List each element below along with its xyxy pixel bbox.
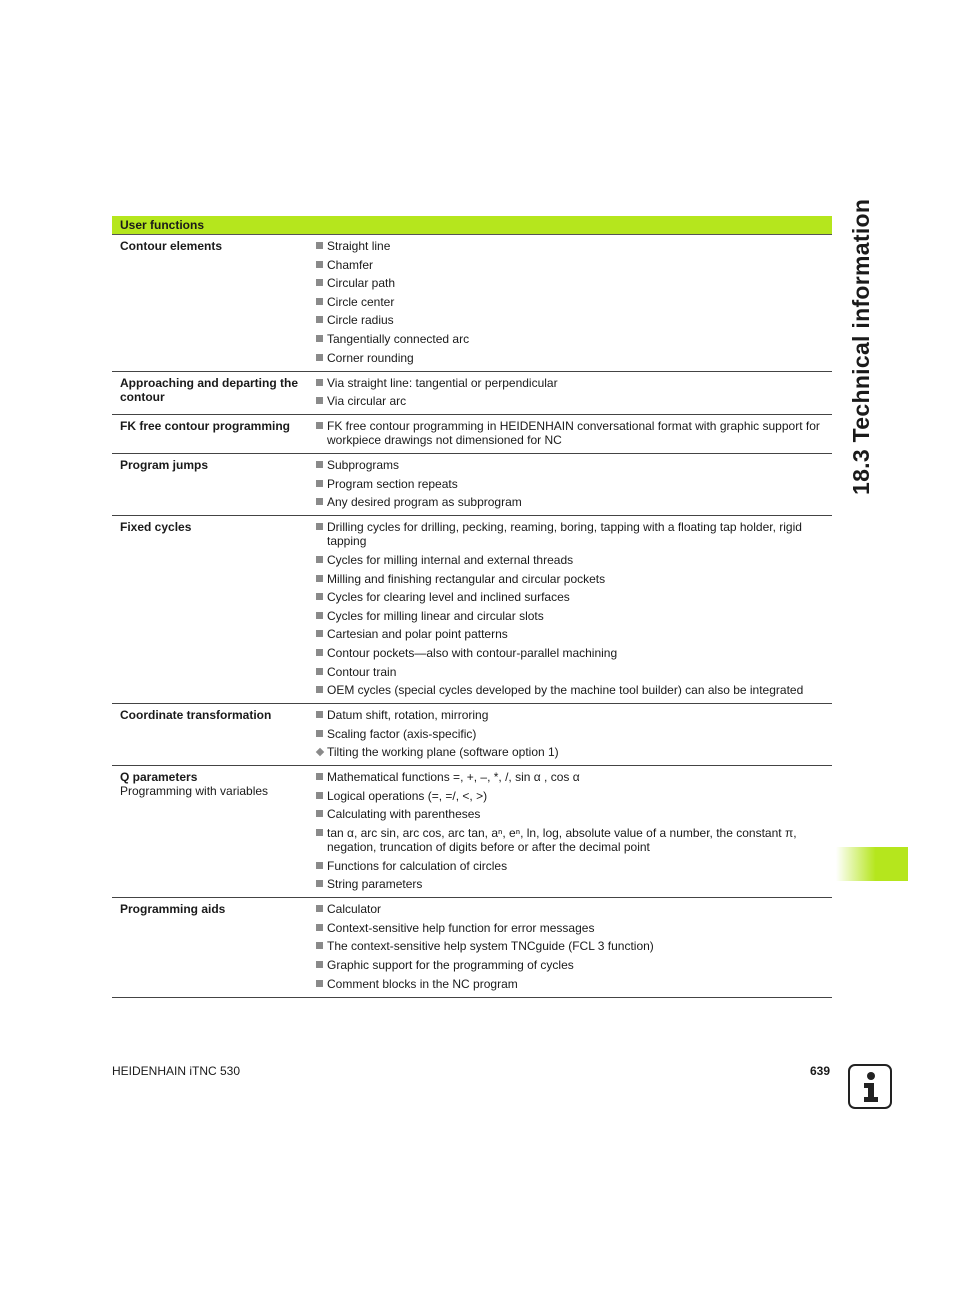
square-bullet-icon — [316, 668, 323, 675]
list-item — [315, 958, 832, 972]
row-feature-list — [315, 239, 832, 365]
square-bullet-icon — [316, 792, 323, 799]
list-item-text: Scaling factor (axis-specific) — [327, 726, 477, 741]
row-title: Programming aids — [120, 902, 226, 917]
list-item-text: Subprograms — [327, 458, 400, 473]
table-header: User functions — [112, 216, 832, 235]
square-bullet-icon — [316, 711, 323, 718]
list-item-text: Context-sensitive help function for error messages — [327, 920, 595, 935]
row-title: Program jumps — [120, 458, 209, 473]
list-item-text: Circle center — [327, 294, 395, 309]
square-bullet-icon — [316, 730, 323, 737]
list-item-text: String parameters — [327, 877, 423, 892]
list-item — [315, 877, 832, 891]
list-item — [315, 921, 832, 935]
row-title: Approaching and departing the contour — [120, 375, 299, 404]
list-item-text: Via circular arc — [327, 394, 407, 409]
square-bullet-icon — [316, 498, 323, 505]
row-title: Coordinate transformation — [120, 708, 272, 723]
list-item — [315, 826, 832, 854]
square-bullet-icon — [316, 480, 323, 487]
row-subtitle: Programming with variables — [120, 784, 269, 799]
row-title: Contour elements — [120, 239, 223, 253]
user-functions-table — [112, 216, 832, 998]
list-item-text: Logical operations (=, =/, <, >) — [327, 788, 488, 803]
list-item-text: Program section repeats — [327, 476, 458, 491]
list-item — [315, 665, 832, 679]
list-item — [315, 351, 832, 365]
list-item — [315, 789, 832, 803]
list-item — [315, 859, 832, 873]
row-feature-list — [315, 708, 832, 759]
table-row — [112, 415, 832, 454]
chapter-tab-marker — [836, 847, 908, 881]
list-item-text: Functions for calculation of circles — [327, 858, 508, 873]
row-feature-list — [315, 376, 832, 409]
row-label — [112, 520, 315, 697]
list-item — [315, 394, 832, 408]
square-bullet-icon — [316, 905, 323, 912]
square-bullet-icon — [316, 924, 323, 931]
list-item — [315, 708, 832, 722]
list-item-text: Datum shift, rotation, mirroring — [327, 708, 489, 723]
square-bullet-icon — [316, 942, 323, 949]
list-item-text: Mathematical functions =, +, –, *, /, sin α , cos α — [327, 770, 580, 785]
square-bullet-icon — [316, 810, 323, 817]
square-bullet-icon — [316, 261, 323, 268]
list-item-text: Calculating with parentheses — [327, 807, 481, 822]
table-row — [112, 372, 832, 416]
square-bullet-icon — [316, 773, 323, 780]
section-title: 18.3 Technical information — [848, 198, 874, 495]
row-feature-list — [315, 770, 832, 891]
list-item-text: Any desired program as subprogram — [327, 495, 522, 510]
list-item — [315, 295, 832, 309]
diamond-bullet-icon — [316, 748, 324, 756]
list-item — [315, 609, 832, 623]
list-item — [315, 258, 832, 272]
square-bullet-icon — [316, 556, 323, 563]
footer-product: HEIDENHAIN iTNC 530 — [112, 1064, 241, 1078]
row-label — [112, 419, 315, 447]
square-bullet-icon — [316, 379, 323, 386]
square-bullet-icon — [316, 422, 323, 429]
row-feature-list — [315, 458, 832, 509]
list-item-text: Cycles for milling linear and circular slots — [327, 608, 544, 623]
row-label — [112, 376, 315, 409]
table-row — [112, 235, 832, 372]
row-title: FK free contour programming — [120, 419, 291, 434]
row-feature-list — [315, 902, 832, 990]
square-bullet-icon — [316, 354, 323, 361]
square-bullet-icon — [316, 686, 323, 693]
list-item-text: Milling and finishing rectangular and circular pockets — [327, 571, 606, 586]
list-item — [315, 627, 832, 641]
row-label — [112, 770, 315, 891]
info-icon — [848, 1064, 892, 1109]
table-row — [112, 704, 832, 766]
square-bullet-icon — [316, 242, 323, 249]
list-item — [315, 902, 832, 916]
list-item-text: Cartesian and polar point patterns — [327, 627, 508, 642]
square-bullet-icon — [316, 298, 323, 305]
list-item — [315, 745, 832, 759]
square-bullet-icon — [316, 575, 323, 582]
list-item — [315, 727, 832, 741]
square-bullet-icon — [316, 279, 323, 286]
list-item — [315, 939, 832, 953]
square-bullet-icon — [316, 630, 323, 637]
list-item — [315, 239, 832, 253]
list-item — [315, 646, 832, 660]
row-label — [112, 458, 315, 509]
row-label — [112, 708, 315, 759]
list-item-text: Cycles for milling internal and external threads — [327, 552, 574, 567]
list-item — [315, 495, 832, 509]
list-item-text: Graphic support for the programming of cycles — [327, 958, 574, 973]
table-row — [112, 516, 832, 704]
list-item — [315, 520, 832, 548]
square-bullet-icon — [316, 980, 323, 987]
square-bullet-icon — [316, 880, 323, 887]
row-title: Q parameters — [120, 770, 198, 785]
list-item-text: Chamfer — [327, 257, 374, 272]
list-item-text: Tilting the working plane (software option 1) — [327, 745, 559, 760]
list-item-text: Contour pockets—also with contour-parallel machining — [327, 645, 618, 660]
list-item-text: tan α, arc sin, arc cos, arc tan, aⁿ, eⁿ, ln, log, absolute value of a number, the constant π, negation, truncation of digits before or after the decimal point — [327, 826, 797, 855]
list-item-text: Cycles for clearing level and inclined surfaces — [327, 590, 570, 605]
list-item — [315, 458, 832, 472]
list-item — [315, 683, 832, 697]
row-feature-list — [315, 419, 832, 447]
list-item-text: Tangentially connected arc — [327, 331, 470, 346]
square-bullet-icon — [316, 397, 323, 404]
list-item-text: Drilling cycles for drilling, pecking, reaming, boring, tapping with a floating tap holder, rigid tapping — [327, 520, 802, 549]
row-label — [112, 902, 315, 990]
list-item-text: Via straight line: tangential or perpendicular — [327, 375, 558, 390]
list-item-text: OEM cycles (special cycles developed by the machine tool builder) can also be integrated — [327, 683, 804, 698]
square-bullet-icon — [316, 612, 323, 619]
list-item-text: The context-sensitive help system TNCguide (FCL 3 function) — [327, 939, 654, 954]
table-row — [112, 766, 832, 898]
table-row — [112, 454, 832, 516]
table-row — [112, 898, 832, 997]
square-bullet-icon — [316, 829, 323, 836]
list-item-text: FK free contour programming in HEIDENHAIN conversational format with graphic support for workpiece drawings not dimensioned for NC — [327, 419, 820, 448]
table-body — [112, 235, 832, 998]
row-label — [112, 239, 315, 365]
square-bullet-icon — [316, 649, 323, 656]
page-number: 639 — [809, 1064, 830, 1078]
list-item — [315, 590, 832, 604]
square-bullet-icon — [316, 316, 323, 323]
list-item — [315, 977, 832, 991]
list-item-text: Corner rounding — [327, 350, 414, 365]
list-item — [315, 419, 832, 447]
square-bullet-icon — [316, 461, 323, 468]
list-item — [315, 477, 832, 491]
list-item-text: Calculator — [327, 902, 382, 917]
row-title: Fixed cycles — [120, 520, 192, 535]
list-item — [315, 807, 832, 821]
square-bullet-icon — [316, 335, 323, 342]
row-feature-list — [315, 520, 832, 697]
list-item — [315, 770, 832, 784]
list-item-text: Circular path — [327, 276, 396, 291]
square-bullet-icon — [316, 961, 323, 968]
square-bullet-icon — [316, 862, 323, 869]
list-item — [315, 376, 832, 390]
list-item — [315, 276, 832, 290]
list-item-text: Straight line — [327, 239, 391, 253]
square-bullet-icon — [316, 523, 323, 530]
list-item — [315, 332, 832, 346]
list-item — [315, 553, 832, 567]
list-item-text: Contour train — [327, 664, 397, 679]
list-item-text: Circle radius — [327, 313, 394, 328]
list-item — [315, 572, 832, 586]
square-bullet-icon — [316, 593, 323, 600]
list-item-text: Comment blocks in the NC program — [327, 976, 518, 991]
list-item — [315, 313, 832, 327]
